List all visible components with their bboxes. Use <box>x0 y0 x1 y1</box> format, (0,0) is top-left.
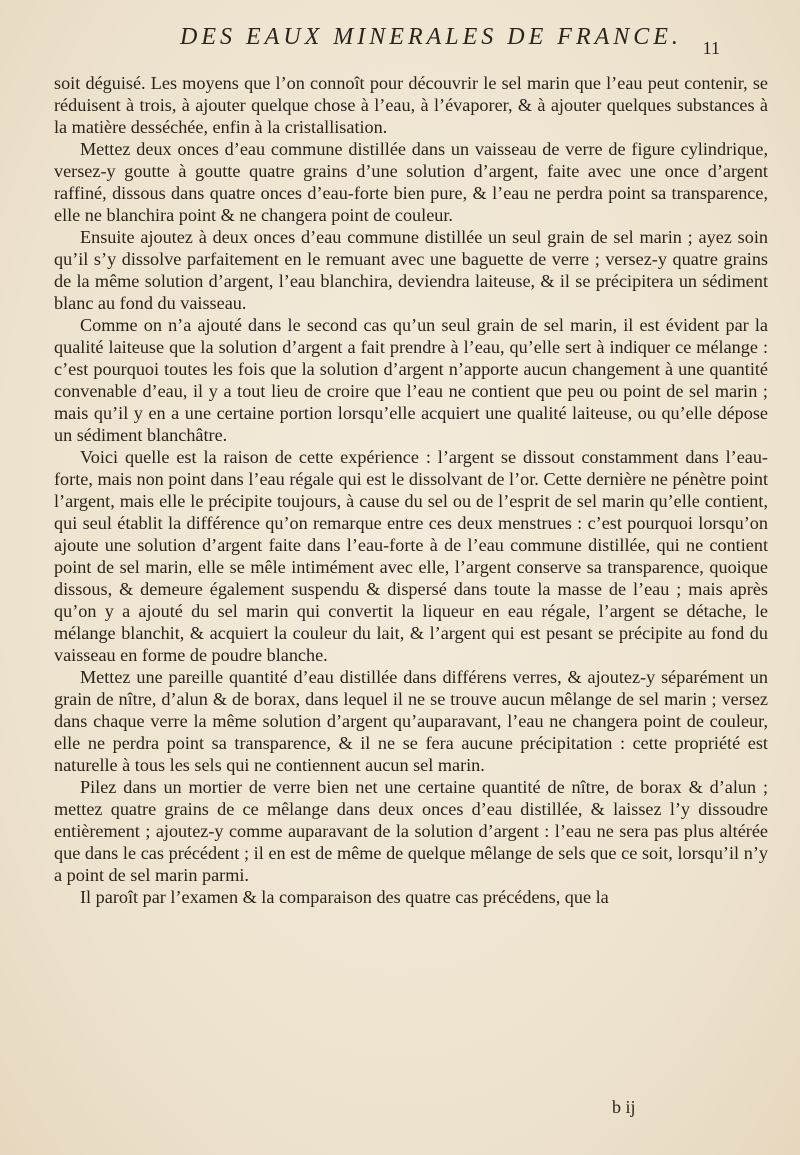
signature-mark: b ij <box>612 1097 636 1117</box>
paragraph: Voici quelle est la raison de cette expérience : l’argent se dissout constamment dans l’eau-forte, mais non point dans l’eau régale qui est le dissolvant de l’or. Cette dernière ne pénètre point l’argent, mais elle le précipite toujours, à cause du sel ou de l’esprit de sel marin qu’elle contient, qui seul établit la différence qu’on remarque entre ces deux menstrues : c’est pourquoi lorsqu’on ajoute une solution d’argent faite dans l’eau-forte à de l’eau commune distillée, qui ne contient point de sel marin, elle se mêle intimément avec elle, l’argent conserve sa transparence, quoique dissous, & demeure également suspendu & dispersé dans toute la masse de l’eau ; mais après qu’on y a ajouté du sel marin qui convertit la liqueur en eau régale, l’argent se détache, le mélange blanchit, & acquiert la couleur du lait, & l’argent qui est pesant se précipite au fond du vaisseau en forme de poudre blanche. <box>54 447 768 665</box>
page-header <box>180 24 720 68</box>
paragraph: Mettez deux onces d’eau commune distillée dans un vaisseau de verre de figure cylindrique, versez-y goutte à goutte quatre grains d’une solution d’argent, faite avec une once d’argent raffiné, dissous dans quatre onces d’eau-forte bien pure, & l’eau ne perdra point sa transparence, elle ne blanchira point & ne changera point de couleur. <box>54 139 768 225</box>
paragraph: Mettez une pareille quantité d’eau distillée dans différens verres, & ajoutez-y séparément un grain de nître, d’alun & de borax, dans lequel il ne se trouve aucun mêlange de sel marin ; versez dans chaque verre la même solution d’argent qu’auparavant, l’eau ne changera point de couleur, elle ne perdra point sa transparence, & il ne se fera aucune précipitation : cette propriété est naturelle à tous les sels qui ne contiennent aucun sel marin. <box>54 667 768 775</box>
running-title: DES EAUX MINERALES DE FRANCE. <box>180 24 682 50</box>
paragraph: soit déguisé. Les moyens que l’on connoît pour découvrir le sel marin que l’eau peut contenir, se réduisent à trois, à ajouter quelque chose à l’eau, à l’évaporer, & à ajouter quelques substances à la matière desséchée, enfin à la cristallisation. <box>54 73 768 137</box>
paragraph: Pilez dans un mortier de verre bien net une certaine quantité de nître, de borax & d’alun ; mettez quatre grains de ce mêlange dans deux onces d’eau distillée, & laissez l’y dissoudre entièrement ; ajoutez-y comme auparavant de la solution d’argent : l’eau ne sera pas plus altérée que dans le cas précédent ; il en est de même de quelque mêlange de sels que ce soit, lorsqu’il n’y a point de sel marin parmi. <box>54 777 768 885</box>
body-text <box>54 72 768 908</box>
paragraph: Comme on n’a ajouté dans le second cas qu’un seul grain de sel marin, il est évident par la qualité laiteuse que la solution d’argent a fait prendre à l’eau, qu’elle sert à indiquer ce mélange : c’est pourquoi toutes les fois que la solution d’argent n’apporte aucun changement à une quantité convenable d’eau, il y a tout lieu de croire que l’eau ne contient que peu ou point de sel marin ; mais qu’il y en a une certaine portion lorsqu’elle acquiert une qualité laiteuse, ou qu’elle dépose un sédiment blanchâtre. <box>54 315 768 445</box>
paragraph: Il paroît par l’examen & la comparaison des quatre cas précédens, que la <box>80 887 609 907</box>
page-number: 11 <box>702 38 720 58</box>
paragraph: Ensuite ajoutez à deux onces d’eau commune distillée un seul grain de sel marin ; ayez soin qu’il s’y dissolve parfaitement en le remuant avec une baguette de verre ; versez-y quatre grains de la même solution d’argent, l’eau blanchira, deviendra laiteuse, & il se précipitera un sédiment blanc au fond du vaisseau. <box>54 227 768 313</box>
